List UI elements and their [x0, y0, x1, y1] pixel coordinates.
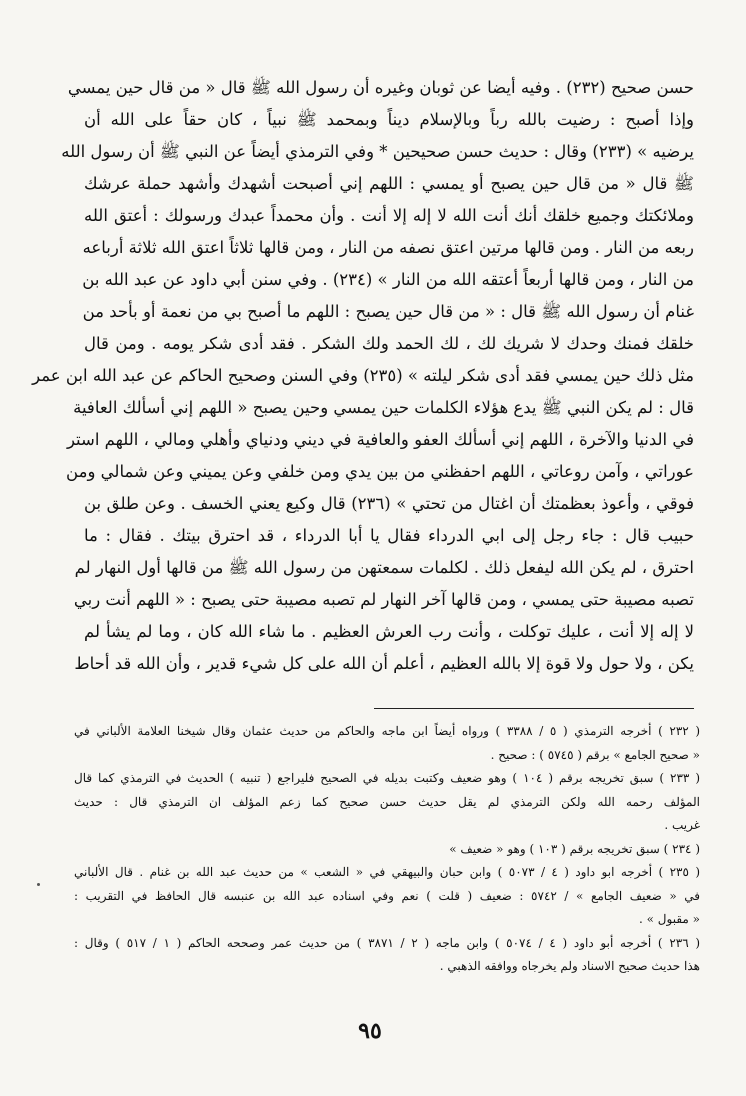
body-line: يكن ، ولا حول ولا قوة إلا بالله العظيم ، أعلم أن الله على كل شيء قدير ، وأن الله قد أحاط — [74, 654, 694, 673]
body-line: فوقي ، وأعوذ بعظمتك أن اغتال من تحتي » (٢٣٦) قال وكيع يعني الخسف . وعن طلق بن — [84, 494, 694, 513]
body-line: احترق ، لم يكن الله ليفعل ذلك . لكلمات سمعتهن من رسول الله ﷺ من قالها أول النهار لم — [74, 558, 694, 577]
footnotes — [74, 720, 700, 979]
footnote-line: هذا حديث صحيح الاسناد ولم يخرجاه ووافقه الذهبي . — [439, 959, 700, 973]
body-line: مثل ذلك حين يمسي فقد أدى شكر ليلته » (٢٣٥) وفي السنن وصحيح الحاكم عن عبد الله ابن عمر — [32, 366, 694, 385]
page-number: ٩٥ — [358, 1018, 382, 1044]
footnote-line: ( ٢٣٦ ) أخرجه أبو داود ( ٤ / ٥٠٧٤ ) وابن ماجه ( ٢ / ٣٨٧١ ) من حديث عمر وصححه الحاكم ( ١ / ٥١٧ ) وقال : — [74, 935, 701, 950]
body-line: عوراتي ، وآمن روعاتي ، اللهم احفظني من بين يدي ومن خلفي وعن يميني وعن شمالي ومن — [66, 462, 694, 481]
footnote-line: ( ٢٣٢ ) أخرجه الترمذي ( ٥ / ٣٣٨٨ ) ورواه أيضاً ابن ماجه والحاكم من حديث عثمان وقال شيخنا العلامة الألباني في — [74, 724, 701, 738]
body-line: ﷺ قال « من قال حين يصبح أو يمسي : اللهم إني أصبحت أشهدك وأشهد حملة عرشك — [84, 174, 694, 193]
body-line: غنام أن رسول الله ﷺ قال : « من قال حين يصبح : اللهم ما أصبح بي من نعمة أو بأحد من — [82, 302, 694, 321]
body-line: يرضيه » (٢٣٣) وقال : حديث حسن صحيحين * وفي الترمذي أيضاً عن النبي ﷺ أن رسول الله — [61, 142, 694, 161]
footnote-line: « مقبول » . — [639, 912, 700, 926]
body-line: في الدنيا والآخرة ، اللهم إني أسألك العفو والعافية في ديني ودنياي وأهلي ومالي ، اللهم استر — [66, 430, 694, 449]
footnote-separator — [374, 708, 694, 709]
body-line: ربعه من النار . ومن قالها مرتين اعتق نصفه من النار ، ومن قالها ثلاثاً اعتق الله ثلاثة أرباعه — [82, 238, 694, 257]
body-line: تصبه مصيبة حتى يمسي ، ومن قالها آخر النهار لم تصبه مصيبة حتى يصبح : « اللهم أنت ربي — [73, 590, 694, 609]
footnote-line: ( ٢٣٤ ) سبق تخريجه برقم ( ١٠٣ ) وهو « ضعيف » — [449, 841, 700, 856]
body-line: من النار ، ومن قالها أربعاً أعتقه الله من النار » (٢٣٤) . وفي سنن أبي داود عن عبد الله بن — [82, 270, 694, 289]
body-line: قال : لم يكن النبي ﷺ يدع هؤلاء الكلمات حين يمسي وحين يصبح « اللهم إني أسألك العافية — [73, 398, 694, 417]
footnote-line: غريب . — [664, 818, 700, 832]
body-line: لا إله إلا أنت ، عليك توكلت ، وأنت رب العرش العظيم . ما شاء الله كان ، وما لم يشأ لم — [84, 622, 694, 641]
main-text — [32, 72, 694, 680]
body-line: وإذا أصبح : رضيت بالله رباً وبالإسلام ديناً وبمحمد ﷺ نبياً ، كان حقاً على الله أن — [84, 110, 694, 129]
body-line: حبيب قال : جاء رجل إلى ابي الدرداء فقال يا أبا الدرداء ، قد احترق بيتك . فقال : ما — [84, 526, 694, 545]
body-line: وملائكتك وجميع خلقك أنك أنت الله لا إله إلا أنت . وأن محمداً عبدك ورسولك : أعتق الله — [84, 206, 694, 225]
body-line: حسن صحيح (٢٣٢) . وفيه أيضا عن ثوبان وغيره أن رسول الله ﷺ قال « من قال حين يمسي — [67, 78, 694, 97]
footnote-line: ( ٢٣٥ ) أخرجه ابو داود ( ٤ / ٥٠٧٣ ) وابن حبان والبيهقي في « الشعب » من حديث عبد الله بن غنام . قال الألباني — [74, 865, 700, 879]
footnote-line: « صحيح الجامع » برقم ( ٥٧٤٥ ) : صحيح . — [490, 747, 700, 762]
footnote-line: في « ضعيف الجامع » / ٥٧٤٢ : ضعيف ( قلت ) نعم وفي اسناده عبد الله بن عنبسه قال الحافظ في التقريب : — [74, 888, 700, 903]
footnote-line: المؤلف رحمه الله ولكن الترمذي لم يقل حديث حسن صحيح كما زعم المؤلف ان الترمذي قال : حديث — [74, 794, 700, 809]
scan-speck — [37, 883, 40, 886]
body-line: خلقك فمنك وحدك لا شريك لك ، لك الحمد ولك الشكر . فقد أدى شكر يومه . ومن قال — [84, 334, 694, 353]
footnote-line: ( ٢٣٣ ) سبق تخريجه برقم ( ١٠٤ ) وهو ضعيف وكتبت بديله في الصحيح فليراجع ( تنبيه ) الحديث في الترمذي كما قال — [74, 771, 701, 785]
